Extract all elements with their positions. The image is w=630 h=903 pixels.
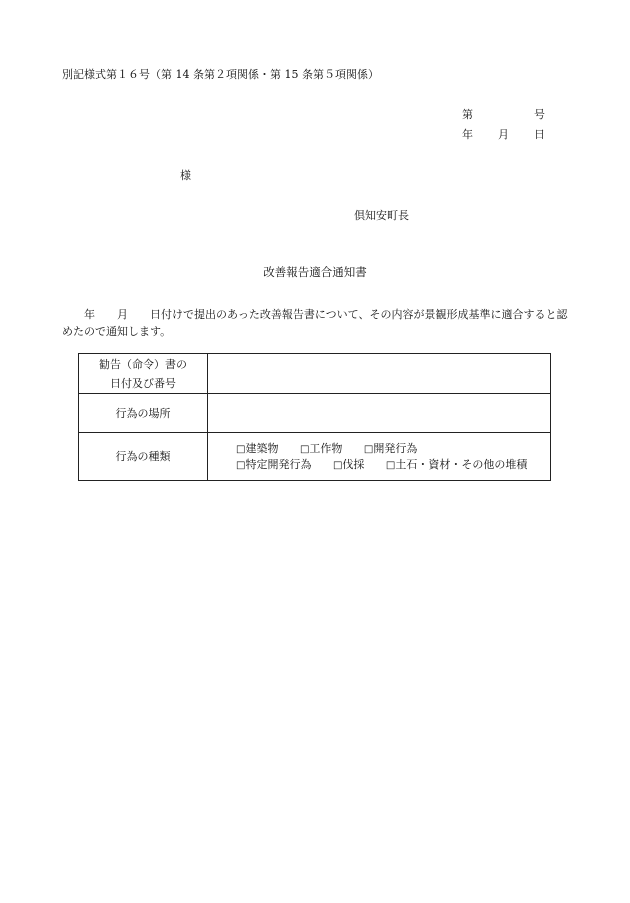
table-row-activity-type	[79, 433, 551, 481]
checkbox-label: 工作物	[309, 441, 343, 455]
document-heading: 改善報告適合通知書	[263, 265, 367, 279]
checkbox-logging[interactable]	[333, 457, 364, 473]
sender-name: 倶知安町長	[354, 209, 409, 222]
checkbox-structure[interactable]	[300, 441, 342, 457]
recipient-honorific: 様	[180, 169, 191, 182]
checkbox-icon: □	[385, 459, 396, 471]
recommendation-value-cell[interactable]	[208, 354, 551, 394]
document-number-label: 第	[462, 108, 473, 121]
checkbox-material-deposit[interactable]	[386, 457, 527, 473]
activity-type-line-1	[236, 441, 550, 457]
location-value-cell[interactable]	[208, 394, 551, 433]
checkbox-icon: □	[236, 443, 246, 455]
checkbox-icon: □	[236, 459, 246, 471]
activity-type-line-2	[236, 457, 550, 473]
activity-type-options-cell	[208, 433, 551, 481]
info-table	[78, 353, 551, 481]
checkbox-icon: □	[363, 443, 374, 455]
location-label-cell: 行為の場所	[79, 394, 208, 433]
checkbox-label: 伐採	[342, 457, 365, 471]
body-paragraph	[62, 306, 572, 340]
body-text: 日付けで提出のあった改善報告書について、その内容が景観形成基準に適合すると認めたので通知します。	[62, 308, 568, 338]
checkbox-icon: □	[332, 459, 343, 471]
checkbox-development[interactable]	[364, 441, 417, 457]
checkbox-building[interactable]	[236, 441, 278, 457]
body-year-label: 年	[84, 308, 95, 321]
body-month-label: 月	[117, 308, 128, 321]
date-day-label: 日	[534, 128, 545, 141]
document-number-suffix: 号	[534, 108, 545, 121]
checkbox-specified-development[interactable]	[236, 457, 311, 473]
checkbox-label: 土石・資材・その他の堆積	[395, 457, 528, 471]
activity-type-label-cell: 行為の種類	[79, 433, 208, 481]
recommendation-label-cell	[79, 354, 208, 394]
checkbox-label: 建築物	[245, 441, 279, 455]
table-row-recommendation	[79, 354, 551, 394]
checkbox-icon: □	[299, 443, 310, 455]
recommendation-label-line2: 日付及び番号	[110, 376, 176, 390]
date-month-label: 月	[498, 128, 509, 141]
checkbox-label: 特定開発行為	[245, 457, 312, 471]
date-year-label: 年	[462, 128, 473, 141]
table-row-location	[79, 394, 551, 433]
recommendation-label-line1: 勧告（命令）書の	[99, 357, 187, 371]
form-title: 別記様式第１６号（第 14 条第２項関係・第 15 条第５項関係）	[62, 68, 379, 81]
checkbox-label: 開発行為	[373, 441, 418, 455]
